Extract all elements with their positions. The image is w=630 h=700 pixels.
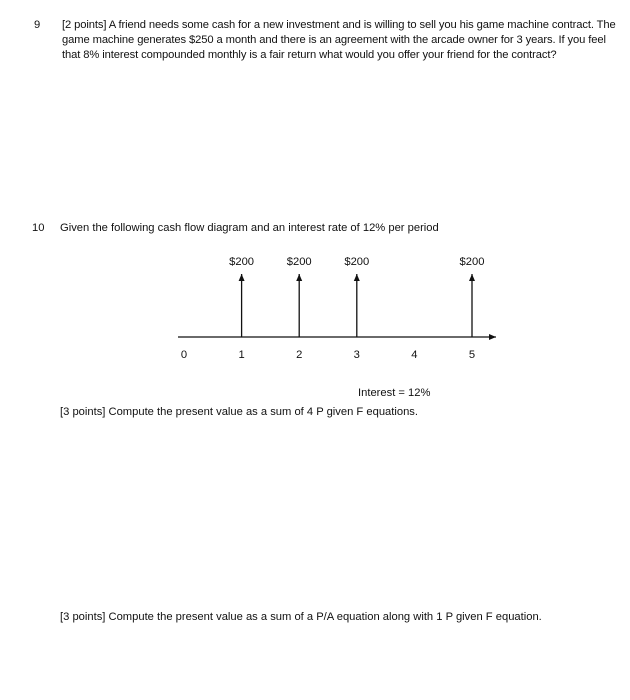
period-label-4: 4 xyxy=(411,349,418,361)
period-label-0: 0 xyxy=(180,349,188,361)
period-label-2: 2 xyxy=(296,349,303,361)
cash-flow-amount-period-2: $200 xyxy=(286,256,312,268)
cash-flow-diagram xyxy=(0,245,630,370)
question-9-text: [2 points] A friend needs some cash for a new investment and is willing to sell you his game machine contract. The game machine generates $250 a month and there is an agreement with the arcade owner for 3 years. If you feel that 8% interest compounded monthly is a fair return what would you offer your friend for the contract? xyxy=(62,19,616,61)
cash-flow-amount-period-5: $200 xyxy=(459,256,485,268)
period-labels xyxy=(181,349,475,361)
period-label-3: 3 xyxy=(353,349,360,361)
interest-note: Interest = 12% xyxy=(358,387,431,399)
cash-flow-amount-period-1: $200 xyxy=(229,256,255,268)
part-b-prompt: [3 points] Compute the present value as a sum of a P/A equation along with 1 P given F equation. xyxy=(60,611,542,623)
part-a-prompt: [3 points] Compute the present value as a sum of 4 P given F equations. xyxy=(60,406,419,418)
question-9-number: 9 xyxy=(34,19,41,31)
period-label-5: 5 xyxy=(468,349,476,361)
cash-flow-amount-period-3: $200 xyxy=(344,256,370,268)
question-10-number: 10 xyxy=(32,222,45,234)
cash-flow-arrows xyxy=(229,256,484,337)
question-10-text: Given the following cash flow diagram and an interest rate of 12% per period xyxy=(60,222,439,234)
period-label-1: 1 xyxy=(238,349,245,361)
